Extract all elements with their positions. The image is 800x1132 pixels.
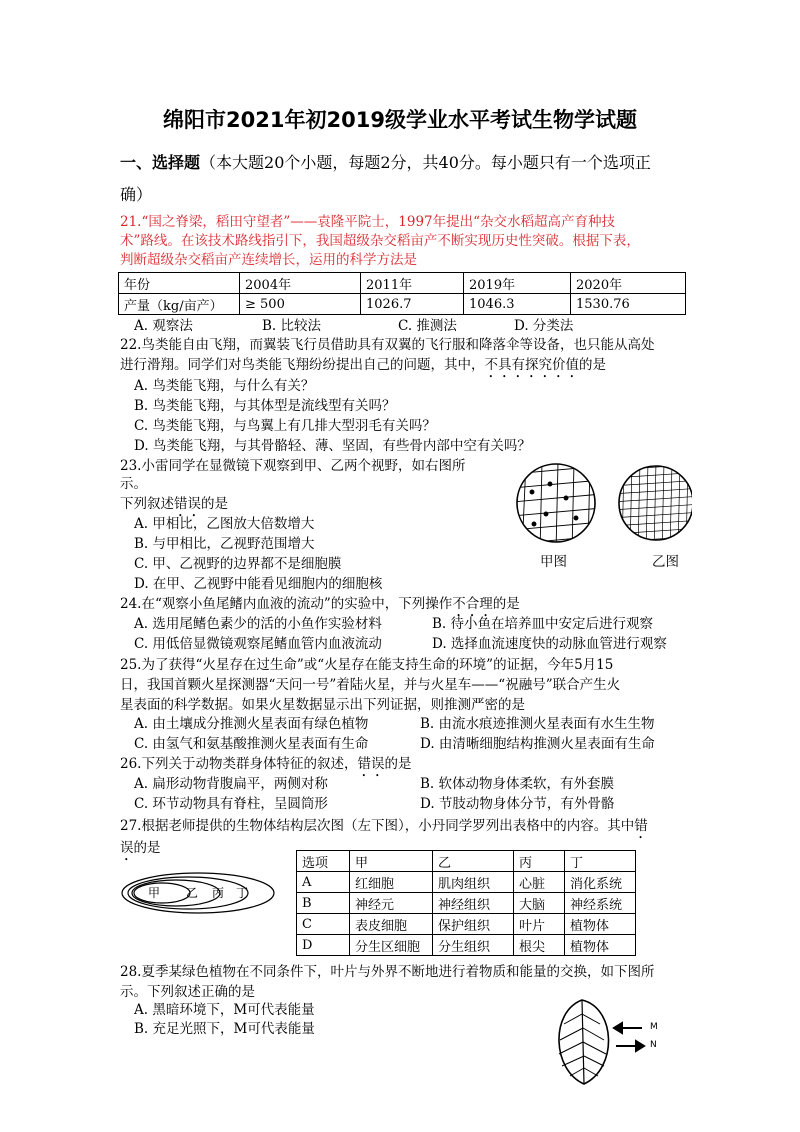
- table-cell: 红细胞: [350, 872, 433, 893]
- q27-line2-c: 的是: [133, 840, 161, 856]
- table-cell: 叶片: [514, 914, 565, 935]
- table-cell: 丁: [565, 851, 636, 872]
- q24-emphasis: 不合理: [452, 596, 493, 612]
- q21-line3: 判断超级杂交稻亩产连续增长，运用的科学方法是: [120, 252, 417, 268]
- q28-option-b: B. 充足光照下，M可代表能量: [134, 1021, 315, 1037]
- q23-line1: 23.小雷同学在显微镜下观察到甲、乙两个视野，如右图所: [120, 458, 466, 474]
- table-row: [297, 872, 636, 893]
- table-cell: 2004年: [240, 273, 361, 294]
- table-row: [297, 893, 636, 914]
- q24-line1-c: 的是: [492, 596, 520, 612]
- q24-line1-a: 24.在“观察小鱼尾鳍内血液的流动”的实验中，下列操作: [120, 596, 453, 612]
- q27-emphasis-b: 误: [120, 840, 134, 856]
- table-row: [297, 851, 636, 872]
- table-cell: 年份: [119, 273, 240, 294]
- q27-structure-table: [296, 850, 636, 956]
- table-cell: 大脑: [514, 893, 565, 914]
- q22-option-b: B. 鸟类能飞翔，与其体型是流线型有关吗？: [134, 398, 396, 414]
- diagram-label-ding: 丁: [236, 886, 249, 900]
- q22-emphasis: 不具有探究价值: [484, 357, 579, 373]
- fig-label-yi: 乙图: [652, 554, 679, 570]
- q23-line2: 示。: [120, 476, 147, 492]
- q21-option-b: B. 比较法: [262, 318, 322, 334]
- table-cell: 2020年: [571, 273, 686, 294]
- table-cell: 2011年: [361, 273, 464, 294]
- table-cell: 分生组织: [433, 935, 514, 956]
- q27-line2: [120, 838, 161, 864]
- table-cell: 2019年: [464, 273, 571, 294]
- table-cell: 神经组织: [433, 893, 514, 914]
- table-cell: B: [297, 893, 350, 914]
- q22-line2-a: 进行滑翔。同学们对鸟类能飞翔纷纷提出自己的问题，其中，: [120, 357, 485, 373]
- page-title: 绵阳市2021年初2019级学业水平考试生物学试题: [163, 108, 637, 132]
- table-cell: D: [297, 935, 350, 956]
- table-cell: 1530.76: [571, 294, 686, 315]
- q22-option-a: A. 鸟类能飞翔，与什么有关？: [134, 378, 315, 394]
- fig-label-jia: 甲图: [540, 554, 567, 570]
- table-cell: 植物体: [565, 914, 636, 935]
- m-arrow: [614, 1023, 642, 1033]
- q26-line1-a: 26.下列关于动物类群身体特征的叙述，: [120, 756, 358, 772]
- table-cell: 1026.7: [361, 294, 464, 315]
- q25-option-c: C. 由氢气和氨基酸推测火星表面有生命: [134, 736, 369, 752]
- q23-emphasis: 错误: [174, 496, 201, 512]
- q25-option-d: D. 由清晰细胞结构推测火星表面有生命: [420, 736, 655, 752]
- q28-option-a: A. 黑暗环境下，M可代表能量: [134, 1002, 315, 1018]
- q22-option-c: C. 鸟类能飞翔，与鸟翼上有几排大型羽毛有关吗？: [134, 418, 436, 434]
- leaf-exchange-figure: [546, 998, 686, 1088]
- q26-line1-c: 的是: [384, 756, 412, 772]
- microscope-views-figure: [512, 462, 692, 544]
- ellipse-jia: [134, 883, 190, 903]
- q28-line2: 示。下列叙述正确的是: [120, 984, 255, 1000]
- section-header: [120, 148, 651, 178]
- n-label: N: [650, 1040, 657, 1050]
- q28-line1: 28.夏季某绿色植物在不同条件下，叶片与外界不断地进行着物质和能量的交换，如下图所: [120, 964, 655, 980]
- q26-option-c: C. 环节动物具有脊柱，呈圆筒形: [134, 796, 328, 812]
- q21-yield-table: [118, 272, 686, 315]
- section-desc-line2: 确）: [120, 185, 153, 204]
- diagram-label-bing: 丙: [212, 886, 225, 900]
- q26-option-b: B. 软体动物身体柔软，有外套膜: [420, 776, 615, 792]
- q22-line2-c: 的是: [579, 357, 606, 373]
- q21-option-d: D. 分类法: [514, 318, 574, 334]
- table-cell: 表皮细胞: [350, 914, 433, 935]
- m-label: M: [650, 1022, 658, 1032]
- view-jia-border: [517, 464, 595, 542]
- structure-levels-diagram: [120, 870, 280, 916]
- q27-line1: [120, 816, 648, 842]
- table-cell: 选项: [297, 851, 350, 872]
- table-cell: 保护组织: [433, 914, 514, 935]
- table-row: [119, 294, 686, 315]
- section-desc: （本大题20个小题，每题2分，共40分。每小题只有一个选项正: [200, 153, 651, 172]
- table-cell: 植物体: [565, 935, 636, 956]
- diagram-label-jia: 甲: [148, 886, 161, 900]
- table-cell: 肌肉组织: [433, 872, 514, 893]
- view-jia-cells: [512, 462, 602, 544]
- table-cell: 丙: [514, 851, 565, 872]
- q23-line3-a: 下列叙述: [120, 496, 174, 512]
- q27-line1-a: 27.根据老师提供的生物体结构层次图（左下图），小丹同学罗列出表格中的内容。其中: [120, 818, 635, 834]
- q23-option-c: C. 甲、乙视野的边界都不是细胞膜: [134, 556, 342, 572]
- q22-option-d: D. 鸟类能飞翔，与其骨骼轻、薄、坚固，有些骨内部中空有关吗？: [134, 438, 531, 454]
- q21-line1: 21.“国之脊梁，稻田守望者”——袁隆平院士，1997年提出“杂交水稻超高产育种技: [120, 214, 616, 230]
- q25-option-a: A. 由土壤成分推测火星表面有绿色植物: [134, 716, 369, 732]
- table-row: [297, 935, 636, 956]
- table-row: [119, 273, 686, 294]
- q26-option-a: A. 扁形动物背腹扁平，两侧对称: [134, 776, 328, 792]
- q24-option-b: B. 待小鱼在培养皿中安定后进行观察: [432, 616, 654, 632]
- table-cell: 消化系统: [565, 872, 636, 893]
- section-title: 一、选择题: [120, 153, 201, 172]
- table-cell: 神经元: [350, 893, 433, 914]
- q23-option-d: D. 在甲、乙视野中能看见细胞内的细胞核: [134, 576, 383, 592]
- q25-option-b: B. 由流水痕迹推测火星表面有水生生物: [420, 716, 655, 732]
- table-cell: 分生区细胞: [350, 935, 433, 956]
- q24-option-d: D. 选择血流速度快的动脉血管进行观察: [432, 636, 667, 652]
- q25-line1: 25.为了获得“火星存在过生命”或“火星存在能支持生命的环境”的证据，今年5月15: [120, 657, 614, 673]
- table-cell: 产量（kg/亩产）: [119, 294, 240, 315]
- q24-option-c: C. 用低倍显微镜观察尾鳍血管内血液流动: [134, 636, 382, 652]
- table-cell: 神经系统: [565, 893, 636, 914]
- table-cell: 心脏: [514, 872, 565, 893]
- diagram-label-yi: 乙: [186, 886, 199, 900]
- q22-line1: 22.鸟类能自由飞翔，而翼装飞行员借助具有双翼的飞行服和降落伞等设备，也只能从高处: [120, 337, 655, 353]
- q21-option-a: A. 观察法: [134, 318, 193, 334]
- q27-emphasis-a: 错: [634, 818, 648, 834]
- q25-line2: 日，我国首颗火星探测器“天问一号”着陆火星，并与火星车——“祝融号”联合产生火: [120, 677, 621, 693]
- q23-option-a: A. 甲相比，乙图放大倍数增大: [134, 516, 315, 532]
- table-cell: ≥ 500: [240, 294, 361, 315]
- q21-line2: 术”路线。在该技术路线指引下，我国超级杂交稻亩产不断实现历史性突破。根据下表，: [120, 233, 640, 249]
- q23-option-b: B. 与甲相比，乙视野范围增大: [134, 536, 315, 552]
- table-cell: 甲: [350, 851, 433, 872]
- q23-line3-c: 的是: [201, 496, 228, 512]
- q25-line3: 星表面的科学数据。如果火星数据显示出下列证据，则推测严密的是: [120, 697, 525, 713]
- table-cell: A: [297, 872, 350, 893]
- table-cell: 1046.3: [464, 294, 571, 315]
- q26-option-d: D. 节肢动物身体分节，有外骨骼: [420, 796, 615, 812]
- q24-option-a: A. 选用尾鳍色素少的活的小鱼作实验材料: [134, 616, 382, 632]
- table-cell: C: [297, 914, 350, 935]
- q21-option-c: C. 推测法: [398, 318, 457, 334]
- table-cell: 根尖: [514, 935, 565, 956]
- table-cell: 乙: [433, 851, 514, 872]
- n-arrow: [616, 1041, 644, 1051]
- table-row: [297, 914, 636, 935]
- q26-emphasis: 错误: [357, 756, 385, 772]
